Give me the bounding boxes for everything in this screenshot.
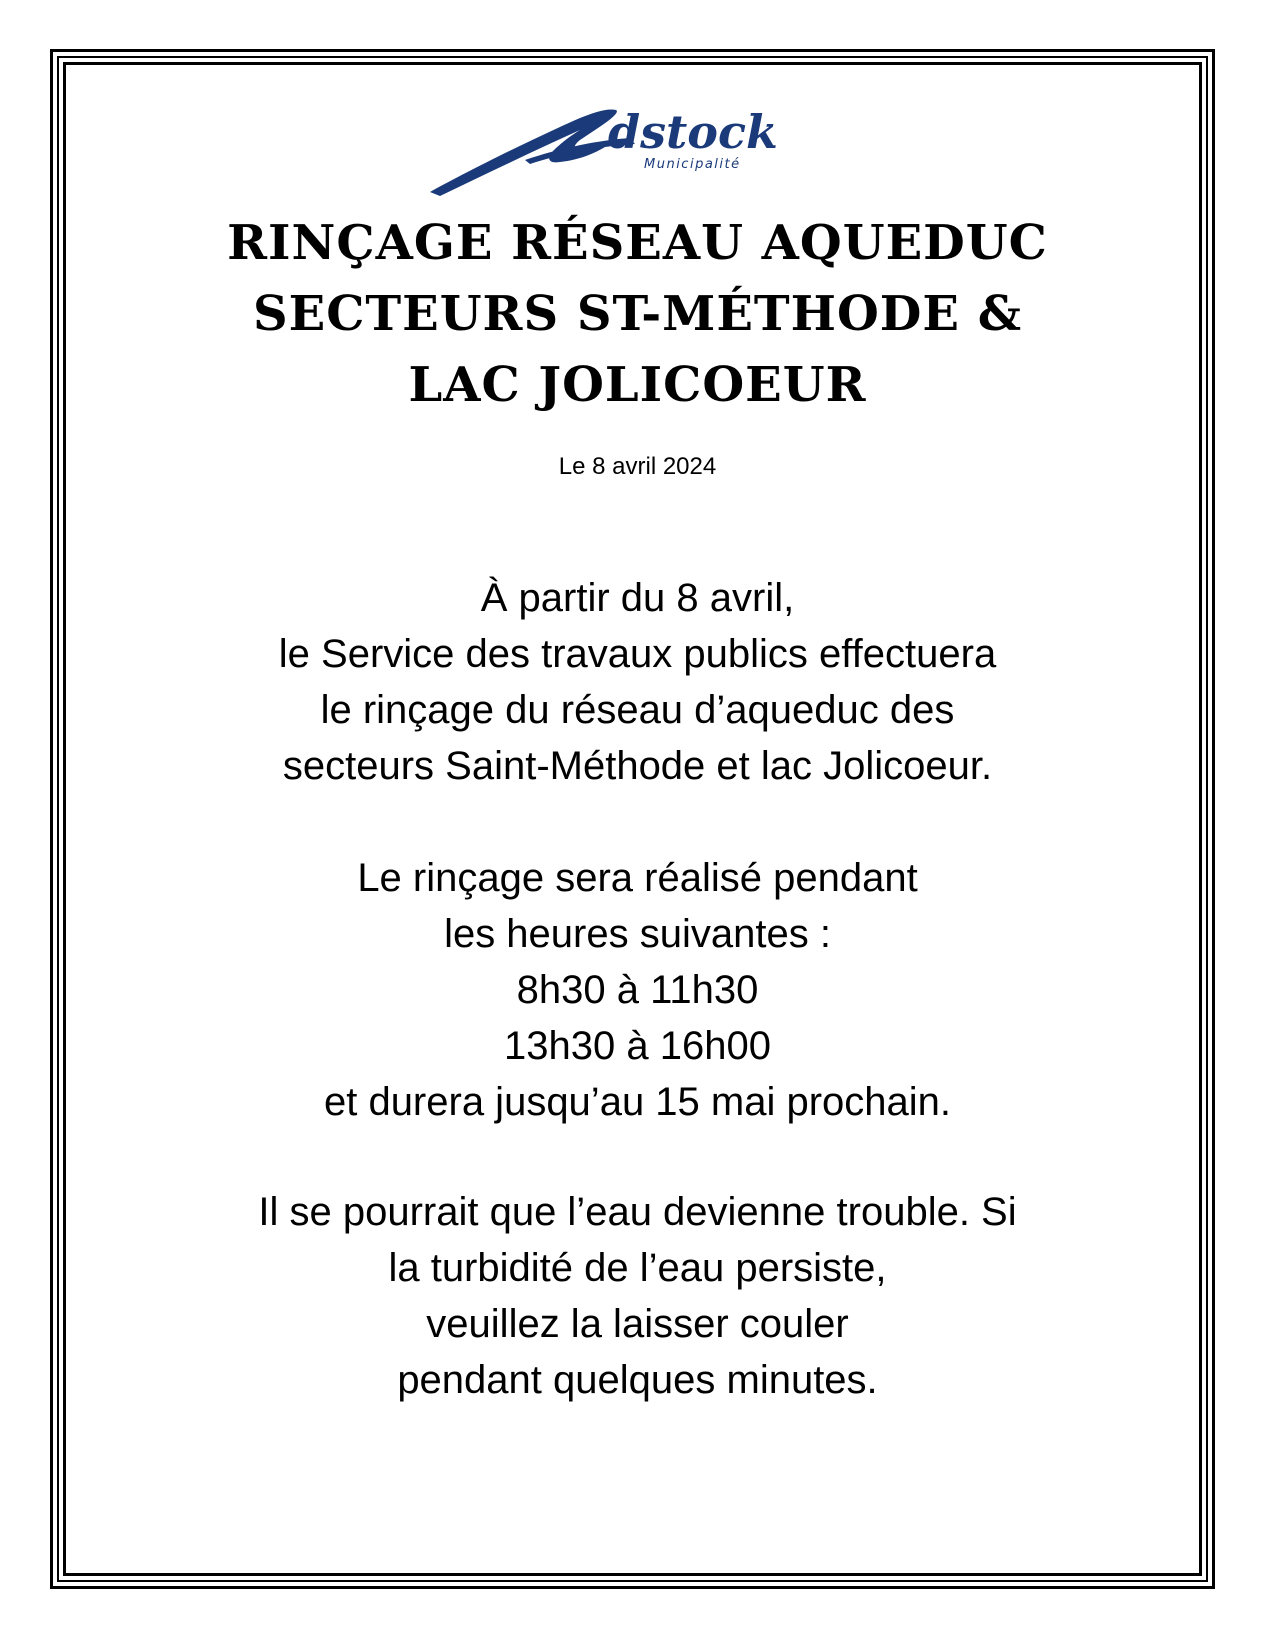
time-range: 13h30 à 16h00 xyxy=(504,1024,771,1068)
svg-text:dstock: dstock xyxy=(608,105,778,159)
text-line: le Service des travaux publics effectuera xyxy=(278,632,997,676)
time-range: 8h30 à 11h30 xyxy=(516,968,759,1012)
page-title xyxy=(100,208,1175,421)
text-line: secteurs Saint-Méthode et lac Jolicoeur. xyxy=(282,744,993,788)
text-line: À partir du 8 avril, xyxy=(480,576,795,620)
text-line: veuillez la laisser couler xyxy=(426,1302,849,1346)
adstock-logo xyxy=(430,100,840,210)
text-line: la turbidité de l’eau persiste, xyxy=(388,1246,887,1290)
title-line: SECTEURS ST-MÉTHODE & xyxy=(252,286,1023,342)
svg-text:Municipalité: Municipalité xyxy=(644,157,741,172)
notice-date: Le 8 avril 2024 xyxy=(558,453,717,480)
text-line: pendant quelques minutes. xyxy=(397,1358,878,1402)
paragraph-announcement xyxy=(90,570,1185,794)
paragraph-schedule xyxy=(90,850,1185,1130)
title-line: RINÇAGE RÉSEAU AQUEDUC xyxy=(227,215,1048,271)
text-line: les heures suivantes : xyxy=(444,912,831,956)
text-line: le rinçage du réseau d’aqueduc des xyxy=(320,688,955,732)
paragraph-advice xyxy=(90,1184,1185,1408)
text-line: Le rinçage sera réalisé pendant xyxy=(357,856,918,900)
title-line: LAC JOLICOEUR xyxy=(408,357,867,413)
text-line: Il se pourrait que l’eau devienne trouble. Si xyxy=(258,1190,1017,1234)
text-line: et durera jusqu’au 15 mai prochain. xyxy=(323,1080,952,1124)
